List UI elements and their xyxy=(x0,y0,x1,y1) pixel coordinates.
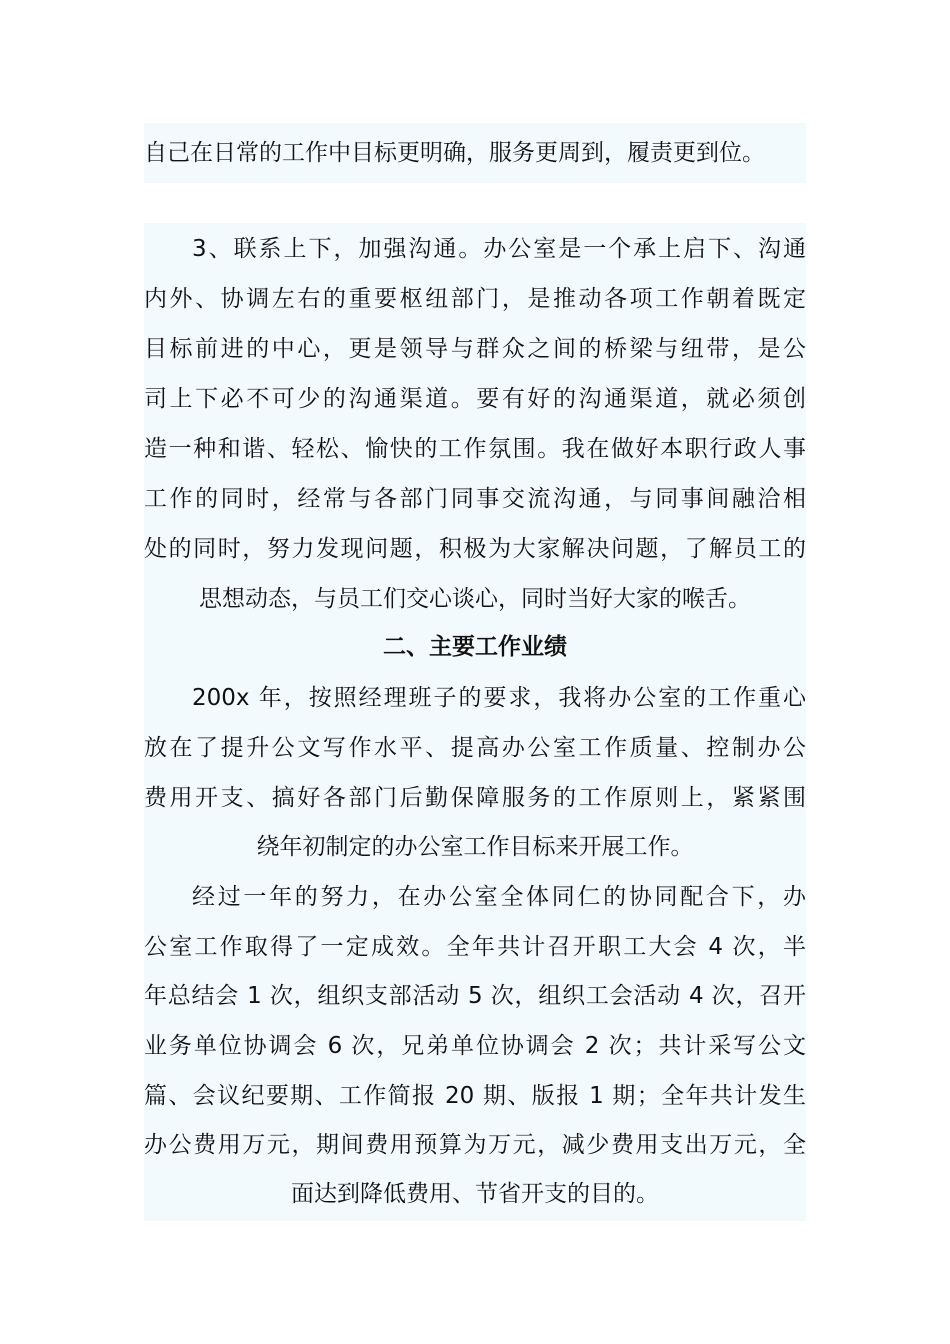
paragraph-line: 面达到降低费用、节省开支的目的。 xyxy=(291,1181,659,1207)
paragraph-line: 放在了提升公文写作水平、提高办公室工作质量、控制办公 xyxy=(144,735,806,761)
paragraph-line: 处的同时，努力发现问题，积极为大家解决问题，了解员工的 xyxy=(144,536,806,562)
text-block-main xyxy=(144,223,806,1221)
paragraph-line: 经过一年的努力，在办公室全体同仁的协同配合下，办 xyxy=(192,884,806,910)
paragraph-line: 费用开支、搞好各部门后勤保障服务的工作原则上，紧紧围 xyxy=(144,785,806,811)
paragraph-line: 造一种和谐、轻松、愉快的工作氛围。我在做好本职行政人事 xyxy=(144,436,806,462)
paragraph-line: 200x 年，按照经理班子的要求，我将办公室的工作重心 xyxy=(192,685,806,711)
paragraph-line: 自己在日常的工作中目标更明确，服务更周到，履责更到位。 xyxy=(144,140,765,166)
paragraph-line: 思想动态，与员工们交心谈心，同时当好大家的喉舌。 xyxy=(199,586,751,612)
paragraph-line: 内外、协调左右的重要枢纽部门，是推动各项工作朝着既定 xyxy=(144,286,806,312)
paragraph-line: 3、联系上下，加强沟通。办公室是一个承上启下、沟通 xyxy=(192,236,806,262)
paragraph-line: 公室工作取得了一定成效。全年共计召开职工大会 4 次，半 xyxy=(144,934,806,960)
paragraph-line: 篇、会议纪要期、工作简报 20 期、版报 1 期；全年共计发生 xyxy=(144,1083,806,1109)
paragraph-line: 目标前进的中心，更是领导与群众之间的桥梁与纽带，是公 xyxy=(144,336,806,362)
paragraph-line: 绕年初制定的办公室工作目标来开展工作。 xyxy=(256,834,694,860)
section-heading: 二、主要工作业绩 xyxy=(383,634,567,660)
paragraph-line: 工作的同时，经常与各部门同事交流沟通，与同事间融洽相 xyxy=(144,486,806,512)
text-block-top xyxy=(144,123,806,183)
paragraph-line: 办公费用万元，期间费用预算为万元，减少费用支出万元，全 xyxy=(144,1132,806,1158)
paragraph-line: 业务单位协调会 6 次，兄弟单位协调会 2 次；共计采写公文 xyxy=(144,1033,806,1059)
paragraph-line: 年总结会 1 次，组织支部活动 5 次，组织工会活动 4 次，召开 xyxy=(144,983,806,1009)
paragraph-line: 司上下必不可少的沟通渠道。要有好的沟通渠道，就必须创 xyxy=(144,386,806,412)
